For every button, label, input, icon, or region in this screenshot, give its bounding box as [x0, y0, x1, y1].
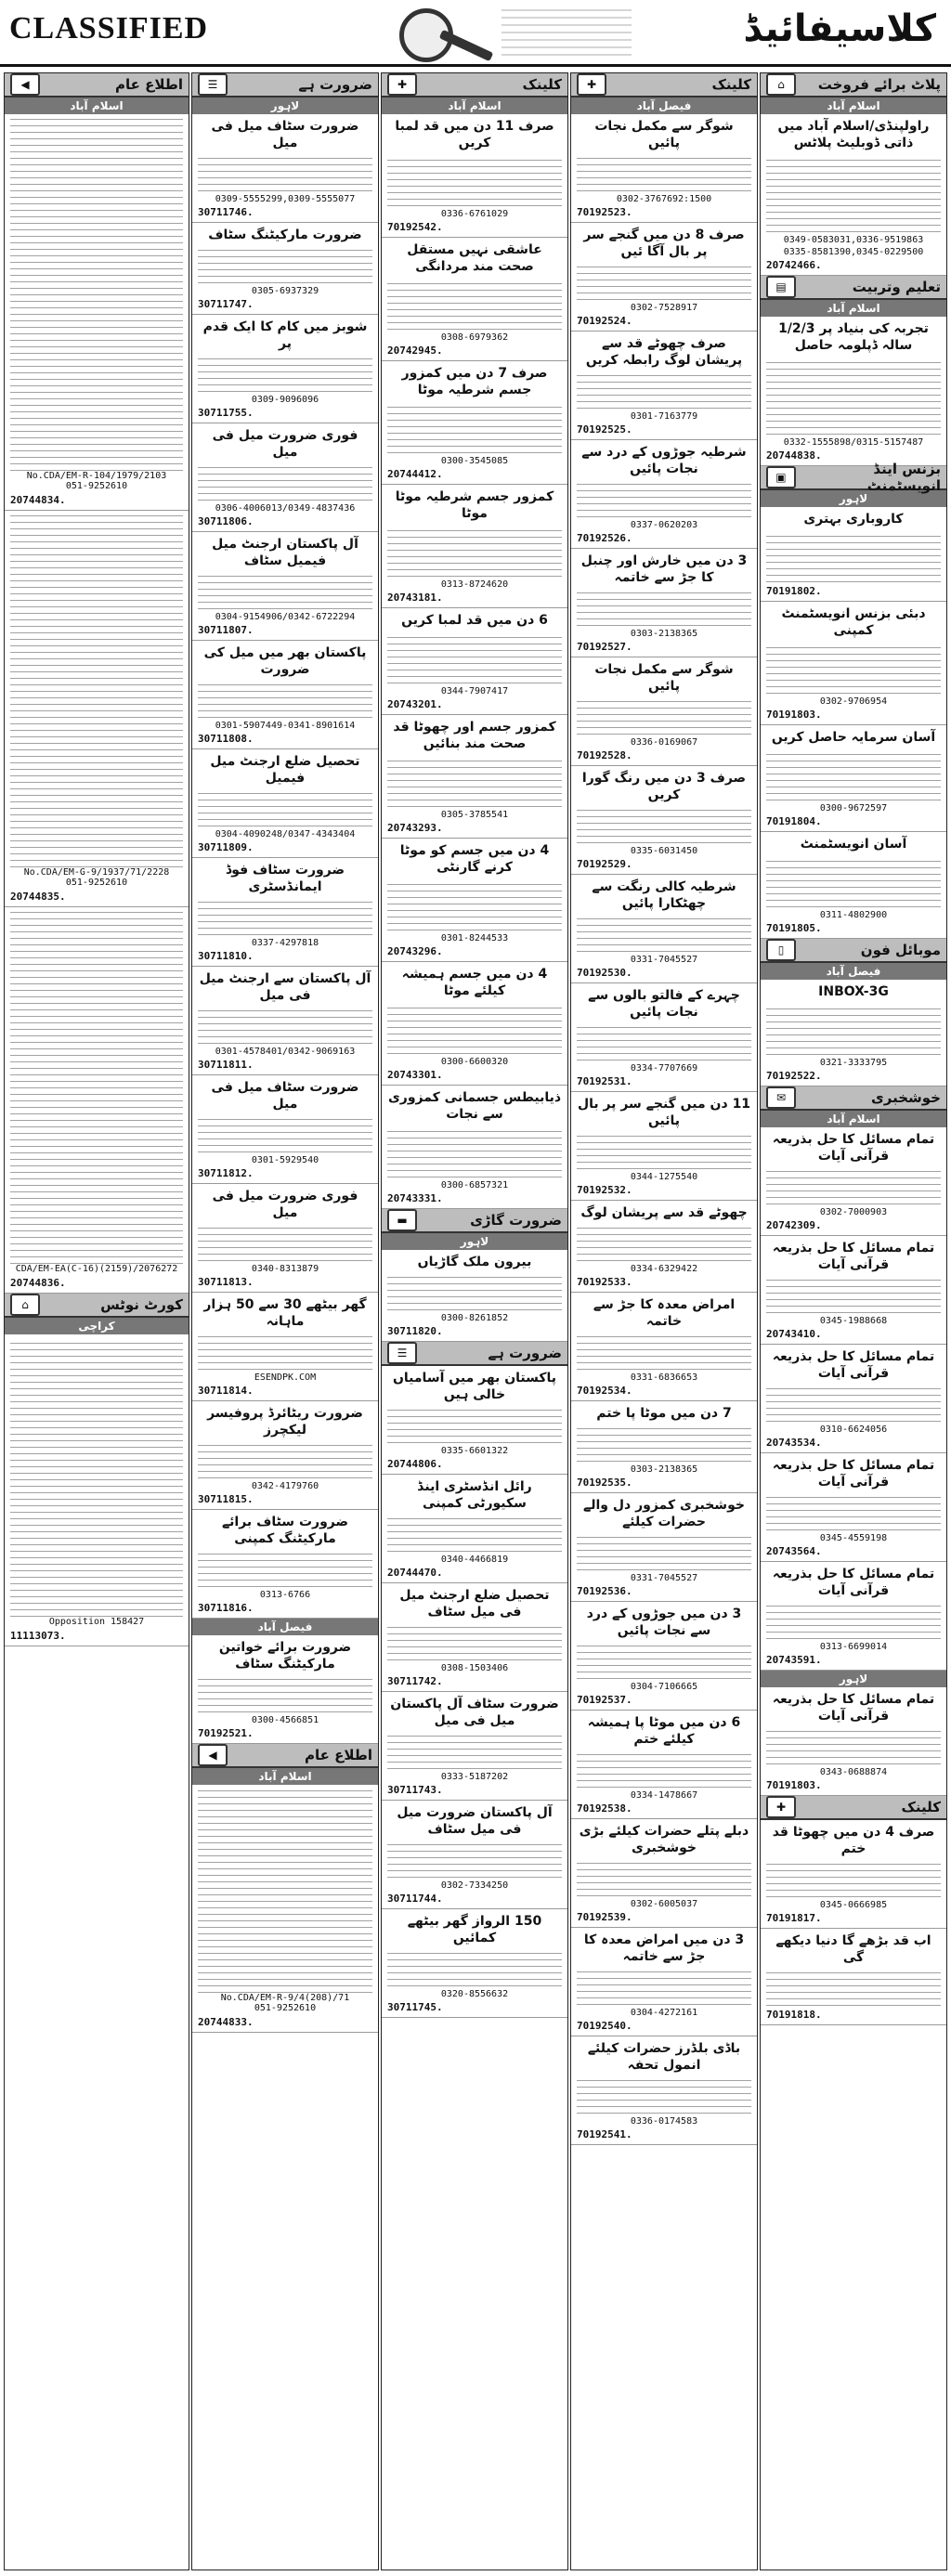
ad-item: تمام مسائل کا حل بذریعہ قرآنی آیات 0345-4559198 20743564.: [761, 1453, 946, 1562]
for-sale-icon: ⌂: [766, 73, 796, 96]
city-label: اسلام آباد: [761, 1111, 946, 1127]
ad-item: بیرون ملک گاڑیاں 0300-8261852 30711820.: [382, 1250, 567, 1342]
ad-item: تمام مسائل کا حل بذریعہ قرآنی آیات 0343-0688874 70191803.: [761, 1687, 946, 1796]
ad-item: کاروباری بہتری 70191802.: [761, 507, 946, 602]
ad-item: 150 الرواز گھر بیٹھے کمائیں 0320-8556632 30711745.: [382, 1909, 567, 2018]
ad-item: 4 دن میں جسم کو موٹا کرنے گارنٹی 0301-8244533 20743296.: [382, 839, 567, 962]
title-urdu: کلاسیفائیڈ: [743, 7, 936, 50]
ad-item: صرف 3 دن میں رنگ گورا کریں 0335-6031450 70192529.: [571, 766, 757, 875]
city-label: فیصل آباد: [192, 1619, 378, 1635]
section-header: موبائل فون ▯: [761, 939, 946, 963]
ad-item: شوگر سے مکمل نجات پائیں 0336-0169067 70192528.: [571, 657, 757, 766]
ad-item: آسان سرمایہ حاصل کریں 0300-9672597 70191804.: [761, 725, 946, 832]
ad-item: راولپنڈی/اسلام آباد میں ذاتی ڈوبلیٹ پلاٹس 0349-0583031,0336-9519863 0335-8581390,0345-0229500 20742466.: [761, 114, 946, 276]
megaphone-icon: ◀: [10, 73, 40, 96]
column-plots: [760, 72, 947, 2570]
stethoscope-icon: ✚: [577, 73, 606, 96]
column-clinic-fsd: [570, 72, 758, 2570]
ad-item: ذیابیطس جسمانی کمزوری سے نجات 0300-6857321 20743331.: [382, 1086, 567, 1209]
ad-item: ضرورت ریٹائرڈ پروفیسر لیکچرز 0342-4179760 30711815.: [192, 1401, 378, 1510]
section-header: کورٹ نوٹس ⌂: [5, 1294, 189, 1318]
section-header: کلینک ✚: [761, 1796, 946, 1820]
court-notice: Opposition 158427 11113073.: [5, 1334, 189, 1646]
ad-item: آسان انویسٹمنٹ 0311-4802900 70191805.: [761, 832, 946, 939]
city-label: اسلام آباد: [5, 98, 189, 114]
section-header: کلینک ✚: [382, 73, 567, 98]
title-english: CLASSIFIED: [9, 11, 209, 46]
ad-item: دبئی بزنس انویسٹمنٹ کمپنی 0302-9706954 70191803.: [761, 602, 946, 725]
ad-item: تمام مسائل کا حل بذریعہ قرآنی آیات 0310-6624056 20743534.: [761, 1345, 946, 1453]
city-label: لاہور: [761, 1671, 946, 1687]
city-label: فیصل آباد: [571, 98, 757, 114]
ad-item: خوشخبری کمزور دل والے حضرات کیلئے 0331-7045527 70192536.: [571, 1493, 757, 1602]
ad-item: کمزور جسم اور چھوٹا قد صحت مند بنائیں 0305-3785541 20743293.: [382, 715, 567, 839]
ad-item: صرف 8 دن میں گنجے سر پر بال آگا ئیں 0302-7528917 70192524.: [571, 223, 757, 332]
city-label: اسلام آباد: [761, 300, 946, 317]
ad-item: آل پاکستان سے ارجنٹ میل فی میل 0301-4578401/0342-9069163 30711811.: [192, 967, 378, 1075]
ad-item: شوگر سے مکمل نجات پائیں 0302-3767692:1500 70192523.: [571, 114, 757, 223]
ad-item: آل پاکستان ضرورت میل فی میل سٹاف 0302-7334250 30711744.: [382, 1801, 567, 1909]
ad-item: تجربہ کی بنیاد پر 1/2/3 سالہ ڈپلومہ حاصل 0332-1555898/0315-5157487 20744838.: [761, 317, 946, 466]
car-icon: ▬: [387, 1209, 417, 1231]
ad-item: تمام مسائل کا حل بذریعہ قرآنی آیات 0345-1988668 20743410.: [761, 1236, 946, 1345]
ad-item: 3 دن میں خارش اور چنبل کا جڑ سے خاتمہ 0303-2138365 70192527.: [571, 549, 757, 657]
city-label: اسلام آباد: [192, 1768, 378, 1785]
book-icon: ▤: [766, 276, 796, 298]
ad-item: فوری ضرورت میل فی میل 0340-8313879 30711813.: [192, 1184, 378, 1293]
city-label: لاہور: [192, 98, 378, 114]
ad-item: پاکستان بھر میں میل کی ضرورت 0301-5907449-0341-8901614 30711808.: [192, 641, 378, 749]
ad-item: تحصیل ضلع ارجنٹ میل فیمیل 0304-4090248/0347-4343404 30711809.: [192, 749, 378, 858]
ad-item: پاکستان بھر میں آسامیاں خالی ہیں 0335-6601322 20744806.: [382, 1366, 567, 1475]
ad-item: امراض معدہ کا جڑ سے خاتمہ 0331-6836653 70192534.: [571, 1293, 757, 1401]
ad-item: دبلے پتلے حضرات کیلئے بڑی خوشخبری 0302-6005037 70192539.: [571, 1819, 757, 1928]
courthouse-icon: ⌂: [10, 1294, 40, 1316]
help-wanted-icon: ☰: [387, 1342, 417, 1364]
section-header: تعلیم وتربیت ▤: [761, 276, 946, 300]
ad-item: فوری ضرورت میل فی میل 0306-4006013/0349-4837436 30711806.: [192, 423, 378, 532]
ad-item: صرف 4 دن میں چھوٹا قد ختم 0345-0666985 70191817.: [761, 1820, 946, 1929]
city-label: کراچی: [5, 1318, 189, 1334]
megaphone-icon: ◀: [198, 1744, 228, 1766]
help-wanted-icon: ☰: [198, 73, 228, 96]
section-header: ضرورت ہے ☰: [382, 1342, 567, 1366]
section-header: کلینک ✚: [571, 73, 757, 98]
ad-item: INBOX-3G 0321-3333795 70192522.: [761, 980, 946, 1086]
gift-icon: ✉: [766, 1086, 796, 1109]
ad-item: ضرورت سٹاف فوڈ ایمانڈسٹری 0337-4297818 30711810.: [192, 858, 378, 967]
medical-cross-icon: ✚: [766, 1796, 796, 1818]
stethoscope-icon: ✚: [387, 73, 417, 96]
section-header: ضرورت گاڑی ▬: [382, 1209, 567, 1233]
ad-item: 3 دن میں امراض معدہ کا جڑ سے خاتمہ 0304-4272161 70192540.: [571, 1928, 757, 2036]
ad-item: تمام مسائل کا حل بذریعہ قرآنی آیات 0302-7000903 20742309.: [761, 1127, 946, 1236]
section-header: ضرورت ہے ☰: [192, 73, 378, 98]
ad-item: چھوٹے قد سے پریشان لوگ 0334-6329422 70192533.: [571, 1201, 757, 1293]
section-header: بزنس اینڈ انویسٹمنٹ ▣: [761, 466, 946, 490]
ad-item: صرف 7 دن میں کمزور جسم شرطیہ موٹا 0300-3545085 20744412.: [382, 361, 567, 485]
ad-item: شوبز میں کام کا ایک قدم پر 0309-9096096 30711755.: [192, 315, 378, 423]
ad-item: 6 دن میں قد لمبا کریں 0344-7907417 20743201.: [382, 608, 567, 715]
city-label: اسلام آباد: [761, 98, 946, 114]
ad-item: آل پاکستان ارجنٹ میل فیمیل سٹاف 0304-9154906/0342-6722294 30711807.: [192, 532, 378, 641]
public-notice: No.CDA/EM-G-9/1937/71/2228 051-9252610 20744835.: [5, 511, 189, 907]
ad-item: رائل انڈسٹری اینڈ سکیورٹی کمپنی 0340-4466819 20744470.: [382, 1475, 567, 1583]
ad-item: ضرورت سٹاف آل پاکستان میل فی میل 0333-5187202 30711743.: [382, 1692, 567, 1801]
ad-item: شرطیہ جوڑوں کے درد سے نجات پائیں 0337-0620203 70192526.: [571, 440, 757, 549]
city-label: فیصل آباد: [761, 963, 946, 980]
city-label: اسلام آباد: [382, 98, 567, 114]
newspaper-graphic: [502, 9, 632, 56]
ad-item: صرف چھوٹے قد سے پریشان لوگ رابطہ کریں 0301-7163779 70192525.: [571, 332, 757, 440]
ad-item: 11 دن میں گنجے سر پر بال پائیں 0344-1275540 70192532.: [571, 1092, 757, 1201]
ad-item: 7 دن میں موٹا پا ختم 0303-2138365 70192535.: [571, 1401, 757, 1493]
ad-item: گھر بیٹھے 30 سے 50 ہزار ماہانہ ESENDPK.COM 30711814.: [192, 1293, 378, 1401]
ad-item: 6 دن میں موٹا پا ہمیشہ کیلئے ختم 0334-1478667 70192538.: [571, 1711, 757, 1819]
city-label: لاہور: [761, 490, 946, 507]
column-clinic-isb: [381, 72, 568, 2570]
public-notice: CDA/EM-EA(C-16)(2159)/2076272 20744836.: [5, 907, 189, 1294]
page-header: [0, 0, 951, 67]
section-header: پلاٹ برائے فروخت ⌂: [761, 73, 946, 98]
ad-item: ضرورت سٹاف میل فی میل 0309-5555299,0309-5555077 30711746.: [192, 114, 378, 223]
ad-item: ضرورت برائے خواتین مارکیٹنگ سٹاف 0300-4566851 70192521.: [192, 1635, 378, 1744]
ad-item: 4 دن میں جسم ہمیشہ کیلئے موٹا 0300-6600320 20743301.: [382, 962, 567, 1086]
ad-item: ضرورت سٹاف میل فی میل 0301-5929540 30711812.: [192, 1075, 378, 1184]
ad-item: تمام مسائل کا حل بذریعہ قرآنی آیات 0313-6699014 20743591.: [761, 1562, 946, 1671]
mobile-phone-icon: ▯: [766, 939, 796, 961]
section-header: خوشخبری ✉: [761, 1086, 946, 1111]
public-notice: No.CDA/EM-R-9/4(208)/71 051-9252610 20744833.: [192, 1785, 378, 2033]
column-wanted: [191, 72, 379, 2570]
ad-item: کمزور جسم شرطیہ موٹا موٹا 0313-8724620 20743181.: [382, 485, 567, 608]
briefcase-icon: ▣: [766, 466, 796, 488]
ad-item: 3 دن میں جوڑوں کے درد سے نجات پائیں 0304-7106665 70192537.: [571, 1602, 757, 1711]
ad-item: باڈی بلڈرز حضرات کیلئے انمول تحفہ 0336-0174583 70192541.: [571, 2036, 757, 2145]
section-header: اطلاع عام ◀: [5, 73, 189, 98]
section-header: اطلاع عام ◀: [192, 1744, 378, 1768]
ad-item: ضرورت سٹاف برائے مارکیٹنگ کمپنی 0313-6766 30711816.: [192, 1510, 378, 1619]
ad-item: عاشقی نہیں مستقل صحت مند مردانگی 0308-6979362 20742945.: [382, 238, 567, 361]
ad-item: شرطیہ کالی رنگت سے چھٹکارا پائیں 0331-7045527 70192530.: [571, 875, 757, 983]
public-notice: No.CDA/EM-R-104/1979/2103 051-9252610 20744834.: [5, 114, 189, 511]
ad-item: ضرورت مارکیٹنگ سٹاف 0305-6937329 30711747.: [192, 223, 378, 315]
ad-item: اب قد بڑھے گا دنیا دیکھے گی 70191818.: [761, 1929, 946, 2025]
column-notices: [4, 72, 189, 2570]
ad-item: تحصیل ضلع ارجنٹ میل فی میل سٹاف 0308-1503406 30711742.: [382, 1583, 567, 1692]
city-label: لاہور: [382, 1233, 567, 1250]
ad-item: صرف 11 دن میں قد لمبا کریں 0336-6761029 70192542.: [382, 114, 567, 238]
ad-item: چہرے کے فالتو بالوں سے نجات پائیں 0334-7707669 70192531.: [571, 983, 757, 1092]
magnifier-icon: [390, 4, 502, 59]
